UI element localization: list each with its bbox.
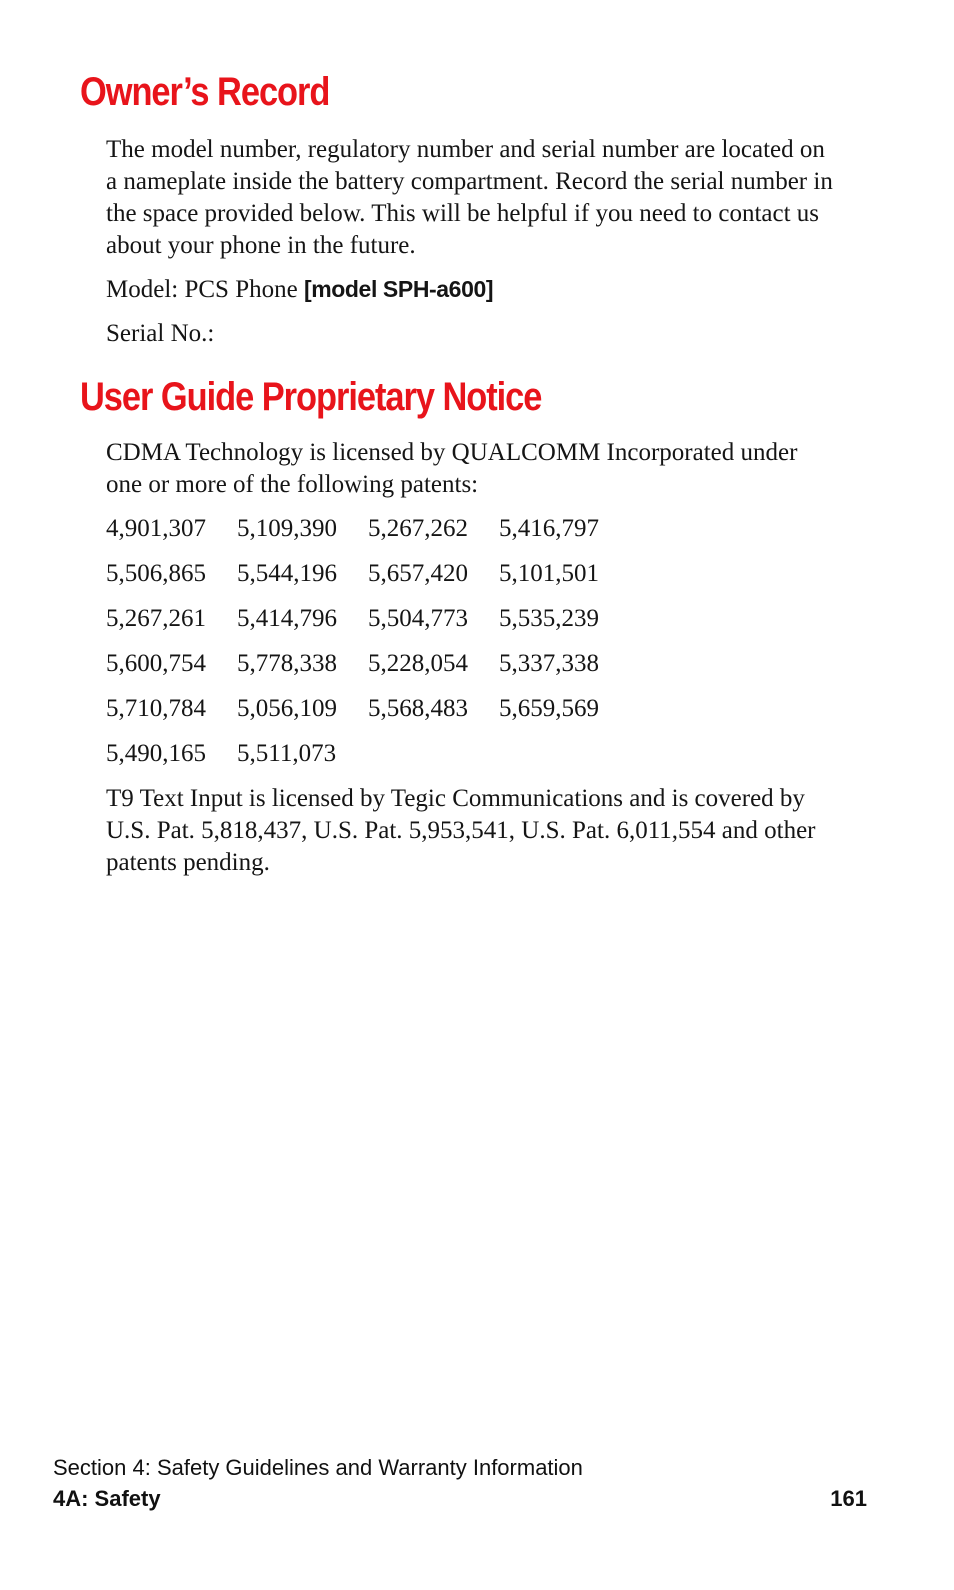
page-number: 161 [830, 1486, 867, 1511]
patent-number: 5,778,338 [237, 650, 337, 677]
patent-number: 5,659,569 [499, 695, 599, 722]
patent-number: 5,535,239 [499, 605, 599, 632]
patent-number: 5,511,073 [237, 740, 337, 767]
patent-number: 5,109,390 [237, 515, 337, 542]
footer-chapter: 4A: Safety [53, 1486, 161, 1511]
patent-number: 5,267,262 [368, 515, 468, 542]
patent-number: 5,710,784 [106, 695, 206, 722]
patent-number: 4,901,307 [106, 515, 206, 542]
patent-number: 5,600,754 [106, 650, 206, 677]
t9-paragraph [106, 783, 836, 879]
t9-text: T9 Text Input is licensed by Tegic Communications and is covered by U.S. Pat. 5,818,437, U.S. Pat. 5,953,541, U.S. Pat. 6,011,554 and other patents pending. [106, 785, 816, 876]
footer-section-title: Section 4: Safety Guidelines and Warranty Information [53, 1455, 583, 1480]
serial-label: Serial No.: [106, 320, 215, 347]
cdma-paragraph [106, 437, 836, 501]
patent-number: 5,416,797 [499, 515, 599, 542]
patent-row [106, 648, 630, 693]
patent-number: 5,267,261 [106, 605, 206, 632]
proprietary-notice-heading: User Guide Proprietary Notice [80, 375, 542, 419]
patent-number: 5,414,796 [237, 605, 337, 632]
patent-number: 5,337,338 [499, 650, 599, 677]
owners-record-heading: Owner’s Record [80, 70, 330, 114]
patent-number: 5,504,773 [368, 605, 468, 632]
patent-number: 5,490,165 [106, 740, 206, 767]
model-code: [model SPH-a600] [303, 276, 494, 302]
patent-number: 5,544,196 [237, 560, 337, 587]
patent-row [106, 513, 630, 558]
owners-record-text: The model number, regulatory number and serial number are located on a nameplate inside the battery compartment. Record the serial number in the space provided below. This will be helpful if you need to contact us about your phone in the future. [106, 136, 833, 259]
patent-number: 5,657,420 [368, 560, 468, 587]
patent-number: 5,568,483 [368, 695, 468, 722]
model-line [106, 273, 836, 306]
patent-number: 5,228,054 [368, 650, 468, 677]
patent-row [106, 738, 630, 783]
serial-line [106, 318, 836, 350]
footer-bar [53, 1485, 867, 1513]
model-label: Model: PCS Phone [106, 276, 304, 303]
cdma-text: CDMA Technology is licensed by QUALCOMM Incorporated under one or more of the following patents: [106, 439, 798, 498]
patent-number [368, 738, 499, 783]
patent-number: 5,101,501 [499, 560, 599, 587]
patent-number: 5,506,865 [106, 560, 206, 587]
patent-table [106, 513, 630, 783]
patent-row [106, 558, 630, 603]
patent-row [106, 603, 630, 648]
owners-record-paragraph [106, 134, 836, 262]
patent-number [499, 738, 630, 783]
patent-number: 5,056,109 [237, 695, 337, 722]
patent-row [106, 693, 630, 738]
